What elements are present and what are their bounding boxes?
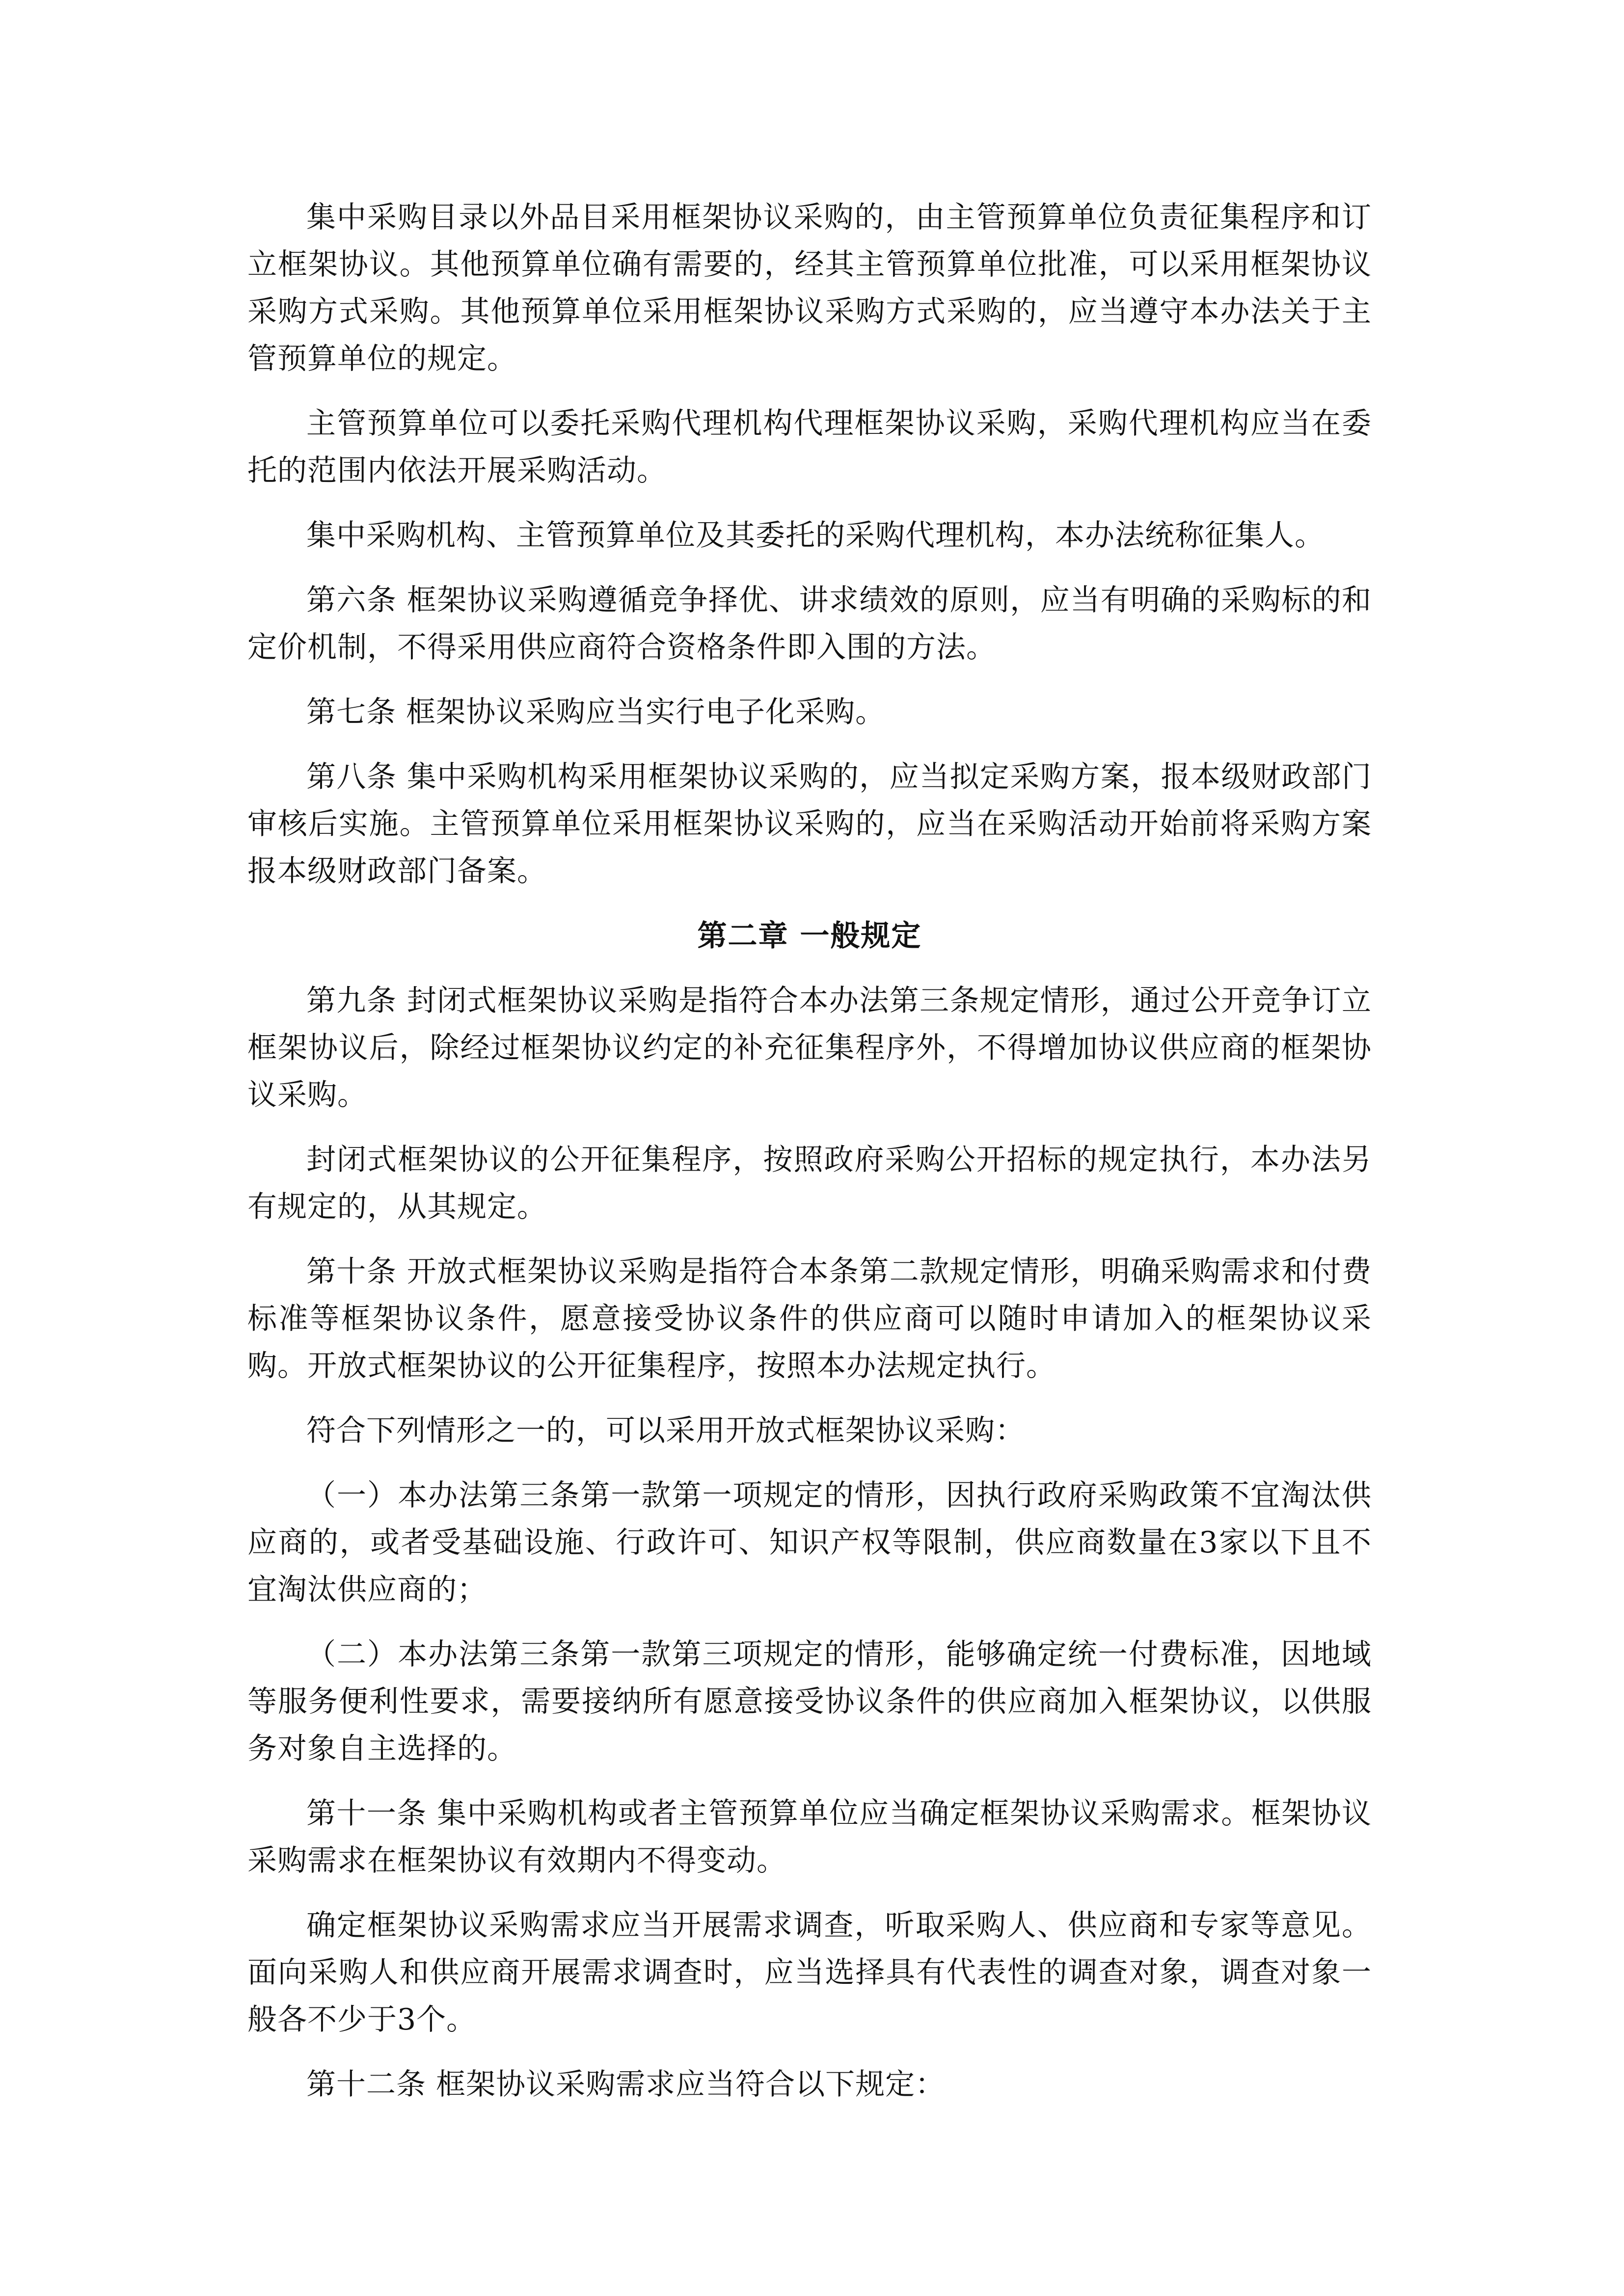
- paragraph: 第九条 封闭式框架协议采购是指符合本办法第三条规定情形，通过公开竞争订立框架协议后，除经过框架协议约定的补充征集程序外，不得增加协议供应商的框架协议采购。: [247, 984, 1372, 1112]
- document-body: [247, 194, 1372, 2126]
- paragraph: 集中采购目录以外品目采用框架协议采购的，由主管预算单位负责征集程序和订立框架协议。其他预算单位确有需要的，经其主管预算单位批准，可以采用框架协议采购方式采购。其他预算单位采用框架协议采购方式采购的，应当遵守本办法关于主管预算单位的规定。: [247, 200, 1372, 376]
- paragraph: 第六条 框架协议采购遵循竞争择优、讲求绩效的原则，应当有明确的采购标的和定价机制，不得采用供应商符合资格条件即入围的方法。: [247, 583, 1372, 665]
- paragraph: 确定框架协议采购需求应当开展需求调查，听取采购人、供应商和专家等意见。面向采购人和供应商开展需求调查时，应当选择具有代表性的调查对象，调查对象一般各不少于3个。: [247, 1908, 1372, 2037]
- paragraph: 第七条 框架协议采购应当实行电子化采购。: [306, 695, 886, 729]
- paragraph: 第十条 开放式框架协议采购是指符合本条第二款规定情形，明确采购需求和付费标准等框架协议条件，愿意接受协议条件的供应商可以随时申请加入的框架协议采购。开放式框架协议的公开征集程序，按照本办法规定执行。: [247, 1255, 1372, 1383]
- chapter-heading: 第二章 一般规定: [697, 919, 922, 953]
- paragraph: 第八条 集中采购机构采用框架协议采购的，应当拟定采购方案，报本级财政部门审核后实施。主管预算单位采用框架协议采购的，应当在采购活动开始前将采购方案报本级财政部门备案。: [247, 760, 1372, 888]
- paragraph: 主管预算单位可以委托采购代理机构代理框架协议采购，采购代理机构应当在委托的范围内依法开展采购活动。: [247, 406, 1372, 488]
- paragraph: （二）本办法第三条第一款第三项规定的情形，能够确定统一付费标准，因地域等服务便利性要求，需要接纳所有愿意接受协议条件的供应商加入框架协议，以供服务对象自主选择的。: [247, 1637, 1372, 1766]
- paragraph: （一）本办法第三条第一款第一项规定的情形，因执行政府采购政策不宜淘汰供应商的，或者受基础设施、行政许可、知识产权等限制，供应商数量在3家以下且不宜淘汰供应商的；: [247, 1478, 1372, 1607]
- paragraph: 符合下列情形之一的，可以采用开放式框架协议采购：: [306, 1414, 1025, 1448]
- paragraph: 第十一条 集中采购机构或者主管预算单位应当确定框架协议采购需求。框架协议采购需求在框架协议有效期内不得变动。: [247, 1796, 1372, 1878]
- paragraph: 第十二条 框架协议采购需求应当符合以下规定：: [306, 2067, 946, 2102]
- paragraph: 封闭式框架协议的公开征集程序，按照政府采购公开招标的规定执行，本办法另有规定的，从其规定。: [247, 1143, 1372, 1224]
- paragraph: 集中采购机构、主管预算单位及其委托的采购代理机构，本办法统称征集人。: [306, 518, 1325, 553]
